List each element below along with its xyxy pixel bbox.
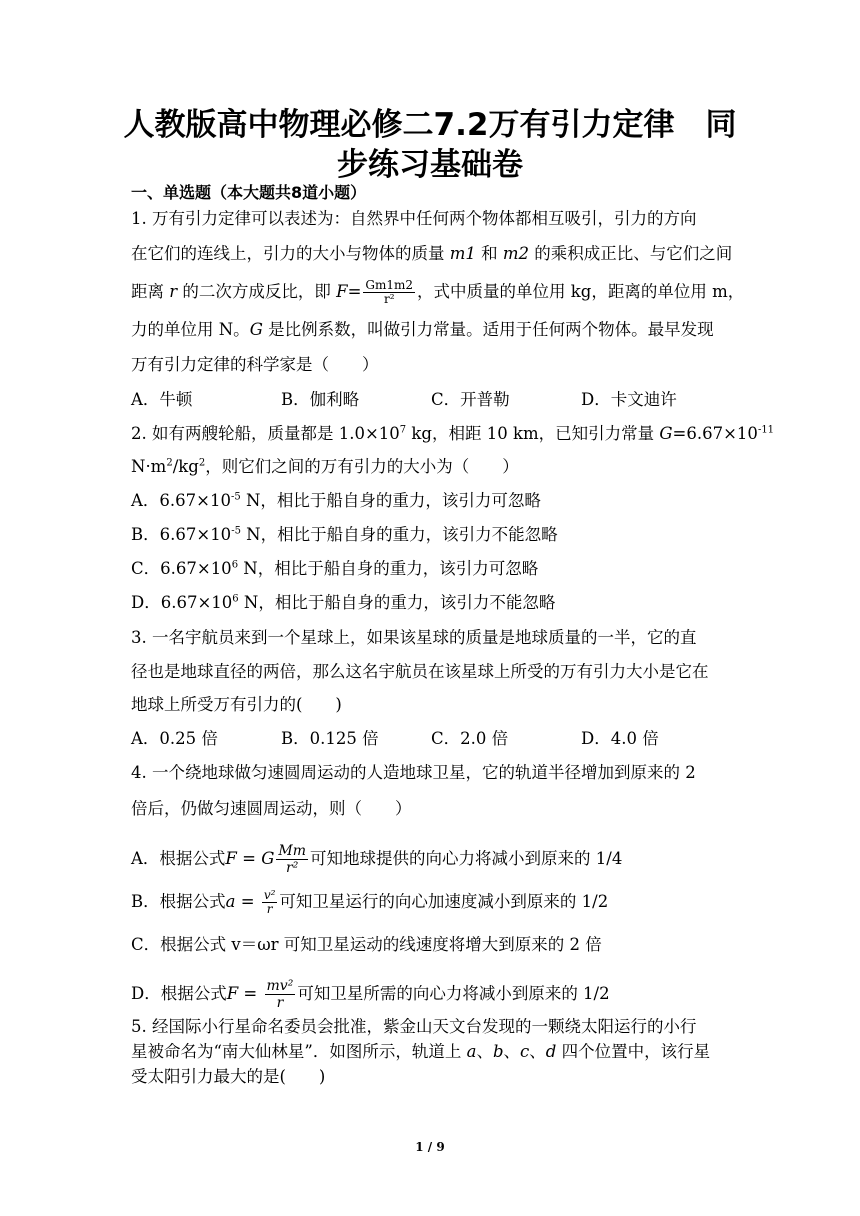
q4-option-d: D．根据公式F = $\frac{\text{mv²}}{r}$ 可知卫星所需的向心力将减小到原来的 1/2 [131,978,610,1011]
q3-option-c: C．2.0 倍 [431,729,509,748]
title-line-1: 人教版高中物理必修二7.2万有引力定律 同 [123,107,737,143]
q3-option-a: A．0.25 倍 [131,729,218,748]
q3-line-3: 地球上所受万有引力的( ) [131,695,342,714]
q3-option-b: B．0.125 倍 [281,729,379,748]
q2-line-2: $N\cdot m^2/kg^2$，则它们之间的万有引力的大小为（ ） [131,457,519,476]
page-number: 1 / 9 [415,1140,445,1154]
q1-line-1: 1. 万有引力定律可以表述为：自然界中任何两个物体都相互吸引，引力的方向 [131,209,697,228]
q2-option-a: A．$6.67\times 10^{-5}$ N，相比于船自身的重力，该引力可忽略 [131,491,541,510]
q4-option-c: C．根据公式 v＝ωr 可知卫星运动的线速度将增大到原来的 2 倍 [131,935,602,954]
section-heading: 一、单选题（本大题共8道小题） [131,183,367,202]
q1-formula: $\frac{Gm1m2}{\text{r²}}$ [365,278,414,306]
q1-option-b: B．伽利略 [281,390,360,409]
q1-line-3: 距离 r 的二次方成反比，即 F= $\frac{Gm1m2}{\text{r²}}$ ，式中质量的单位用 kg，距离的单位用 m， [131,278,745,306]
q3-line-2: 径也是地球直径的两倍，那么这名宇航员在该星球上所受的万有引力大小是它在 [131,662,709,681]
q4-line-1: 4. 一个绕地球做匀速圆周运动的人造地球卫星，它的轨道半径增加到原来的 2 [131,763,696,782]
q2-option-d: D．$6.67\times 10^6$ N，相比于船自身的重力，该引力不能忽略 [131,593,556,612]
q5-line-2: 星被命名为“南大仙林星”．如图所示，轨道上 a、b、c、d 四个位置中，该行星 [131,1042,711,1061]
q5-line-3: 受太阳引力最大的是( ) [131,1067,326,1086]
q1-option-d: D．卡文迪许 [581,390,677,409]
q4-option-a: A．根据公式F = G $\frac{Mm}{\text{r²}}$ 可知地球提供的向心力将减小到原来的 1/4 [131,843,623,876]
q4-line-2: 倍后，仍做匀速圆周运动，则（ ） [131,799,412,818]
q3-option-d: D．4.0 倍 [581,729,659,748]
q1-line-2: 在它们的连线上，引力的大小与物体的质量 m1 和 m2 的乘积成正比、与它们之间 [131,244,733,263]
q1-option-c: C．开普勒 [431,390,510,409]
q5-line-1: 5. 经国际小行星命名委员会批准，紫金山天文台发现的一颗绕太阳运行的小行 [131,1017,697,1036]
title-line-2: 步练习基础卷 [337,147,523,183]
q4-option-b: B．根据公式a = $\frac{\text{v²}}{r}$ 可知卫星运行的向心加速度减小到原来的 1/2 [131,888,609,916]
q3-line-1: 3. 一名宇航员来到一个星球上，如果该星球的质量是地球质量的一半，它的直 [131,628,697,647]
q2-option-c: C．$6.67\times 10^6$ N，相比于船自身的重力，该引力可忽略 [131,559,539,578]
q1-line-5: 万有引力定律的科学家是（ ） [131,355,379,374]
q2-option-b: B．$6.67\times 10^{-5}$ N，相比于船自身的重力，该引力不能忽略 [131,525,558,544]
q2-line-1: 2. 如有两艘轮船，质量都是 $1.0\times 10^7$ kg，相距 10 km，已知引力常量 $G=6.67\times 10^{-11}$ [131,424,775,443]
q1-line-4: 力的单位用 N。G 是比例系数，叫做引力常量。适用于任何两个物体。最早发现 [131,320,714,339]
q1-option-a: A．牛顿 [131,390,193,409]
